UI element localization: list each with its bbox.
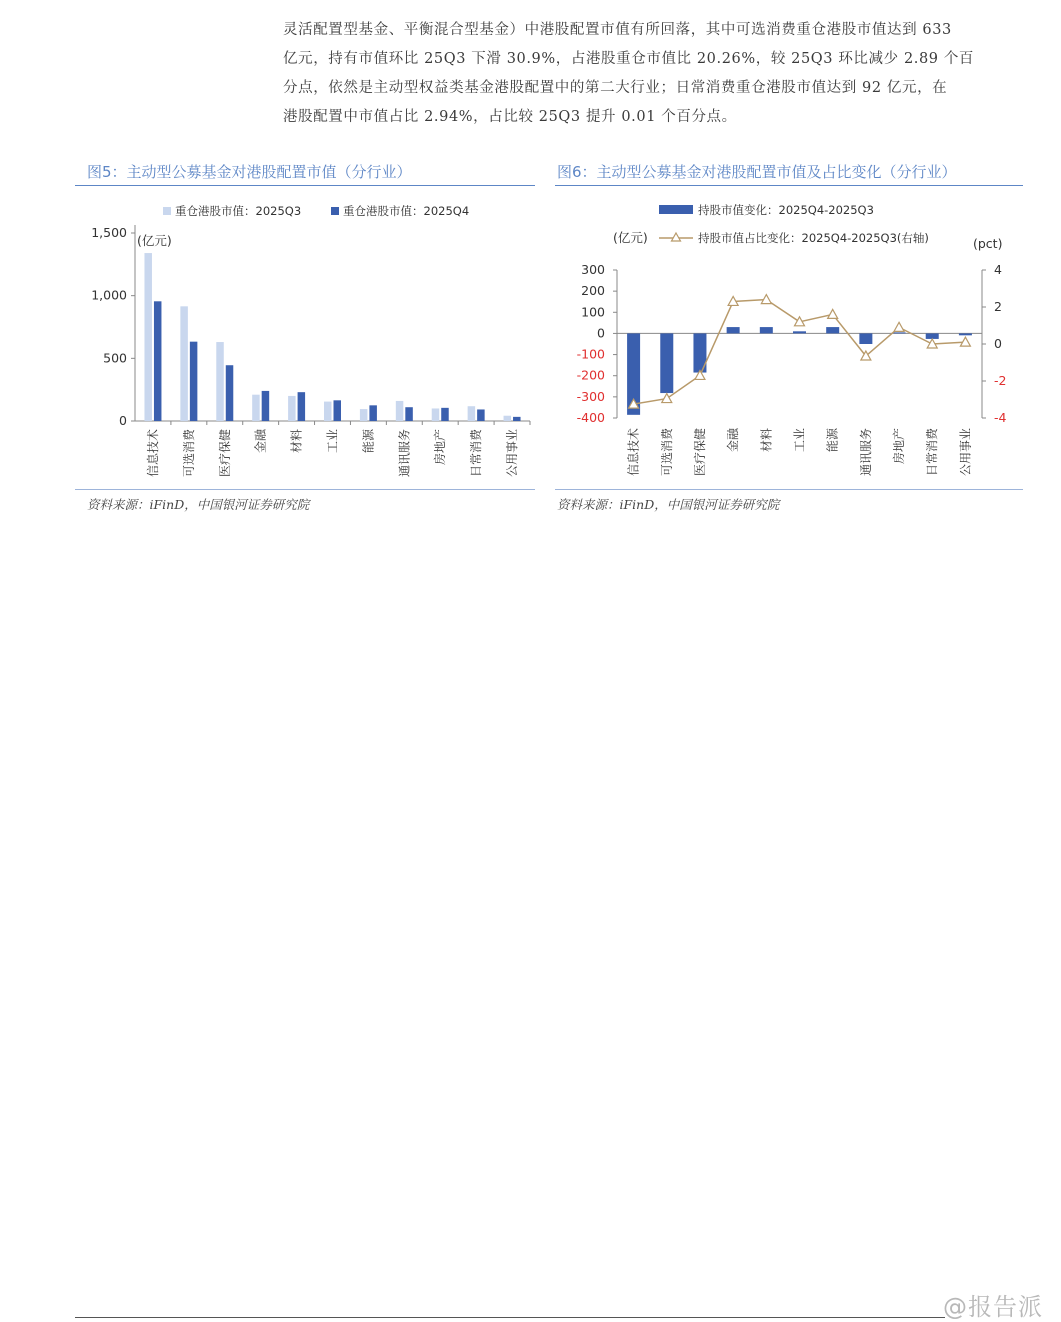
figure6-source: 资料来源：iFinD，中国银河证券研究院 (557, 497, 780, 512)
bar (334, 400, 342, 421)
bar (959, 333, 972, 335)
figure5-source: 资料来源：iFinD，中国银河证券研究院 (87, 497, 310, 512)
bar (252, 395, 260, 421)
y-left-tick-label: 200 (581, 283, 605, 299)
x-tick-label: 金融 (726, 428, 741, 453)
x-tick-label: 日常消费 (469, 429, 484, 478)
y-right-tick-label: 4 (994, 262, 1002, 277)
y-tick-label: 0 (119, 413, 127, 428)
bar (441, 408, 449, 421)
x-tick-label: 信息技术 (626, 428, 641, 477)
figure5-top-rule (75, 185, 535, 186)
bar (288, 396, 296, 421)
bar (298, 392, 306, 421)
bar (826, 327, 839, 333)
x-tick-label: 公用事业 (505, 429, 520, 478)
legend-label: 重仓港股市值：2025Q4 (343, 204, 470, 218)
bar (226, 365, 234, 421)
y-right-tick-label: 2 (994, 299, 1002, 314)
bar (760, 327, 773, 333)
legend-swatch (163, 207, 171, 215)
bar (859, 333, 872, 344)
x-tick-label: 医疗保健 (217, 429, 232, 478)
figure6-bottom-rule (555, 489, 1023, 490)
x-tick-label: 房地产 (433, 429, 448, 466)
bar (190, 342, 198, 421)
x-tick-label: 金融 (253, 429, 268, 454)
x-tick-label: 通讯服务 (858, 428, 873, 477)
y-tick-label: 500 (103, 350, 127, 366)
bar (180, 306, 188, 421)
chart-figure5 (75, 188, 535, 488)
bar (432, 408, 440, 421)
bar (369, 405, 377, 421)
legend-label: 重仓港股市值：2025Q3 (175, 204, 302, 218)
bar (262, 391, 270, 421)
bar (513, 417, 521, 421)
bar (504, 416, 512, 421)
legend-label: 持股市值变化：2025Q4-2025Q3 (698, 203, 874, 217)
body-paragraph (283, 16, 1011, 132)
bar (405, 407, 413, 421)
x-tick-label: 公用事业 (958, 428, 973, 477)
line-marker (662, 394, 672, 403)
y-right-tick-label: -4 (994, 410, 1007, 425)
bar (893, 332, 906, 333)
x-tick-label: 可选消费 (659, 428, 674, 477)
y-left-tick-label: -300 (576, 388, 605, 404)
y-tick-label: 1,000 (91, 287, 127, 303)
x-tick-label: 房地产 (892, 428, 907, 465)
x-tick-label: 日常消费 (925, 428, 940, 477)
x-tick-label: 通讯服务 (397, 429, 412, 478)
bar (396, 401, 404, 421)
y-left-tick-label: 300 (581, 262, 605, 277)
y-axis-label: (亿元) (137, 233, 172, 248)
bar (468, 406, 476, 421)
paragraph-line: 亿元，持有市值环比 25Q3 下滑 30.9%，占港股重仓市值比 20.26%，较 25Q3 环比减少 2.89 个百 (283, 51, 975, 67)
bar (477, 409, 485, 421)
legend-triangle-marker (672, 233, 681, 241)
bar (144, 253, 152, 421)
bar (727, 327, 740, 333)
paragraph-line: 分点，依然是主动型权益类基金港股配置中的第二大行业；日常消费重仓港股市值达到 92 亿元，在 (283, 80, 948, 96)
x-tick-label: 信息技术 (145, 429, 160, 478)
x-tick-label: 能源 (825, 428, 840, 453)
chart-figure6 (555, 188, 1023, 488)
line-marker (828, 309, 838, 318)
bar (154, 301, 162, 421)
x-tick-label: 工业 (792, 428, 807, 453)
y-left-tick-label: 0 (597, 325, 605, 341)
legend-label: 持股市值占比变化：2025Q4-2025Q3(右轴) (698, 231, 929, 245)
x-tick-label: 材料 (289, 429, 304, 454)
line-marker (894, 322, 904, 331)
bar (660, 333, 673, 393)
figure6-top-rule (555, 185, 1023, 186)
x-tick-label: 可选消费 (181, 429, 196, 478)
x-tick-label: 能源 (361, 429, 376, 454)
y-left-tick-label: -100 (576, 346, 605, 362)
x-tick-label: 工业 (325, 429, 340, 454)
paragraph-line: 港股配置中市值占比 2.94%，占比较 25Q3 提升 0.01 个百分点。 (283, 109, 737, 125)
y-left-tick-label: -200 (576, 367, 605, 383)
paragraph-line: 灵活配置型基金、平衡混合型基金）中港股配置市值有所回落，其中可选消费重仓港股市值达到 633 (283, 22, 952, 38)
watermark: @报告派 (943, 1293, 1043, 1321)
y-right-tick-label: -2 (994, 373, 1007, 388)
x-tick-label: 材料 (759, 428, 774, 453)
y-left-tick-label: 100 (581, 304, 605, 320)
y-axis-right-label: (pct) (973, 236, 1003, 251)
bar (324, 402, 332, 421)
legend-swatch (659, 205, 693, 214)
bar (793, 331, 806, 333)
y-right-tick-label: 0 (994, 336, 1002, 351)
legend-swatch (331, 207, 339, 215)
figure5-title: 图5：主动型公募基金对港股配置市值（分行业） (87, 163, 412, 181)
line-series (634, 300, 966, 405)
figure5-bottom-rule (75, 489, 535, 490)
y-tick-label: 1,500 (91, 225, 127, 240)
y-left-tick-label: -400 (576, 410, 605, 425)
bar (360, 409, 368, 421)
x-tick-label: 医疗保健 (692, 428, 707, 477)
bar (216, 342, 224, 421)
page-bottom-rule (75, 1317, 945, 1318)
y-axis-left-label: (亿元) (613, 230, 648, 245)
figure6-title: 图6：主动型公募基金对港股配置市值及占比变化（分行业） (557, 163, 957, 181)
